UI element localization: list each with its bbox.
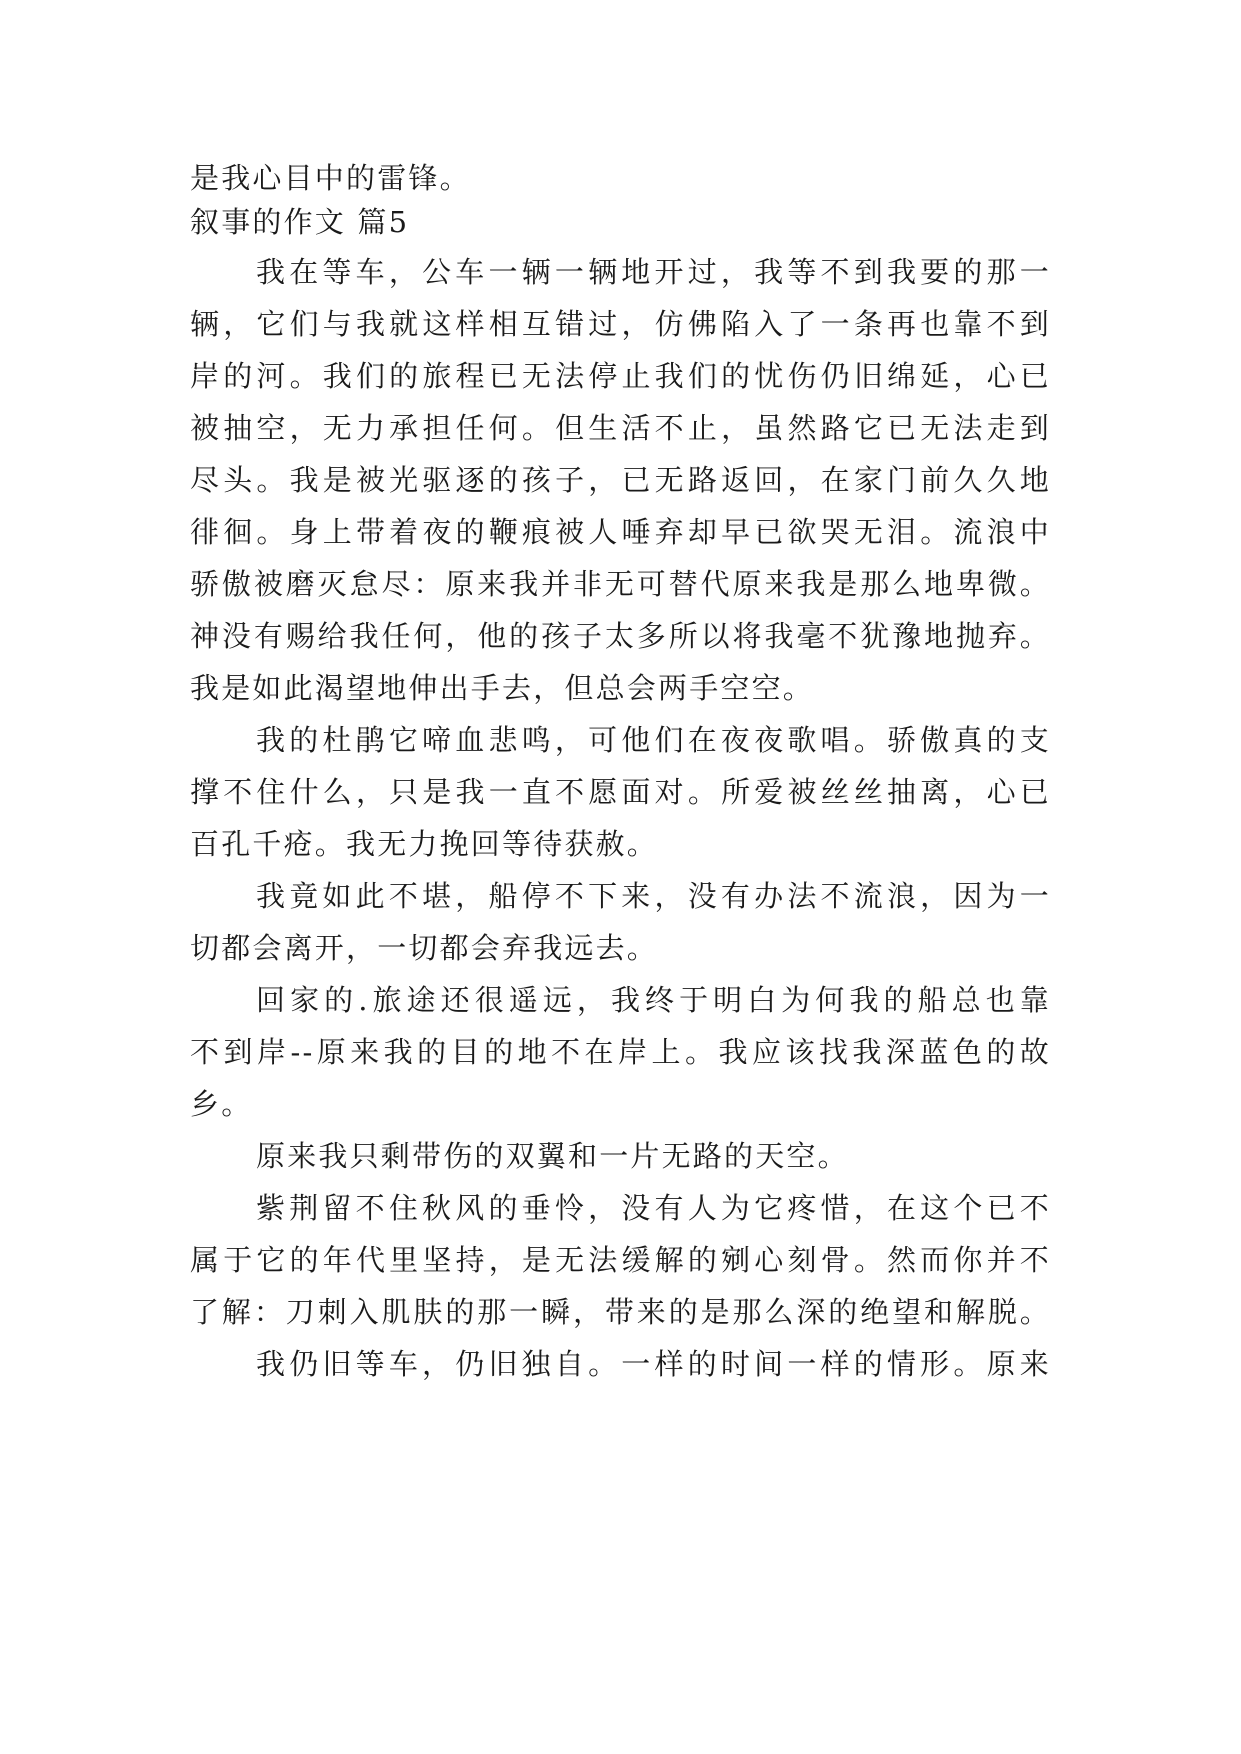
section-heading: 叙事的作文 篇5 — [190, 205, 410, 239]
paragraph-line: 紫荆留不住秋风的垂怜，没有人为它疼惜，在这个已不 — [256, 1191, 1051, 1225]
paragraph-line: 徘徊。身上带着夜的鞭痕被人唾弃却早已欲哭无泪。流浪中 — [190, 515, 1051, 549]
paragraph-line: 我是如此渴望地伸出手去，但总会两手空空。 — [190, 671, 815, 705]
paragraph-line: 骄傲被磨灭怠尽：原来我并非无可替代原来我是那么地卑微。 — [190, 567, 1051, 601]
paragraph-line: 神没有赐给我任何，他的孩子太多所以将我毫不犹豫地抛弃。 — [190, 619, 1051, 653]
paragraph-line: 我仍旧等车，仍旧独自。一样的时间一样的情形。原来 — [256, 1347, 1051, 1381]
paragraph-line: 了解：刀刺入肌肤的那一瞬，带来的是那么深的绝望和解脱。 — [190, 1295, 1051, 1329]
paragraph-line: 乡。 — [190, 1087, 253, 1121]
paragraph-line: 我在等车，公车一辆一辆地开过，我等不到我要的那一 — [256, 255, 1051, 289]
paragraph-line: 尽头。我是被光驱逐的孩子，已无路返回，在家门前久久地 — [190, 463, 1051, 497]
paragraph-line: 岸的河。我们的旅程已无法停止我们的忧伤仍旧绵延，心已 — [190, 359, 1051, 393]
paragraph-line: 回家的.旅途还很遥远，我终于明白为何我的船总也靠 — [256, 983, 1051, 1017]
paragraph-line: 撑不住什么，只是我一直不愿面对。所爱被丝丝抽离，心已 — [190, 775, 1051, 809]
paragraph-line: 切都会离开，一切都会弃我远去。 — [190, 931, 659, 965]
paragraph-line: 辆，它们与我就这样相互错过，仿佛陷入了一条再也靠不到 — [190, 307, 1051, 341]
paragraph-line: 不到岸--原来我的目的地不在岸上。我应该找我深蓝色的故 — [190, 1035, 1051, 1069]
paragraph-line: 我竟如此不堪，船停不下来，没有办法不流浪，因为一 — [256, 879, 1051, 913]
paragraph-line: 属于它的年代里坚持，是无法缓解的剜心刻骨。然而你并不 — [190, 1243, 1051, 1277]
paragraph-line: 被抽空，无力承担任何。但生活不止，虽然路它已无法走到 — [190, 411, 1051, 445]
text-line: 是我心目中的雷锋。 — [190, 161, 471, 195]
paragraph-line: 我的杜鹃它啼血悲鸣，可他们在夜夜歌唱。骄傲真的支 — [256, 723, 1051, 757]
paragraph-line: 百孔千疮。我无力挽回等待获赦。 — [190, 827, 659, 861]
paragraph-line: 原来我只剩带伤的双翼和一片无路的天空。 — [256, 1139, 849, 1173]
